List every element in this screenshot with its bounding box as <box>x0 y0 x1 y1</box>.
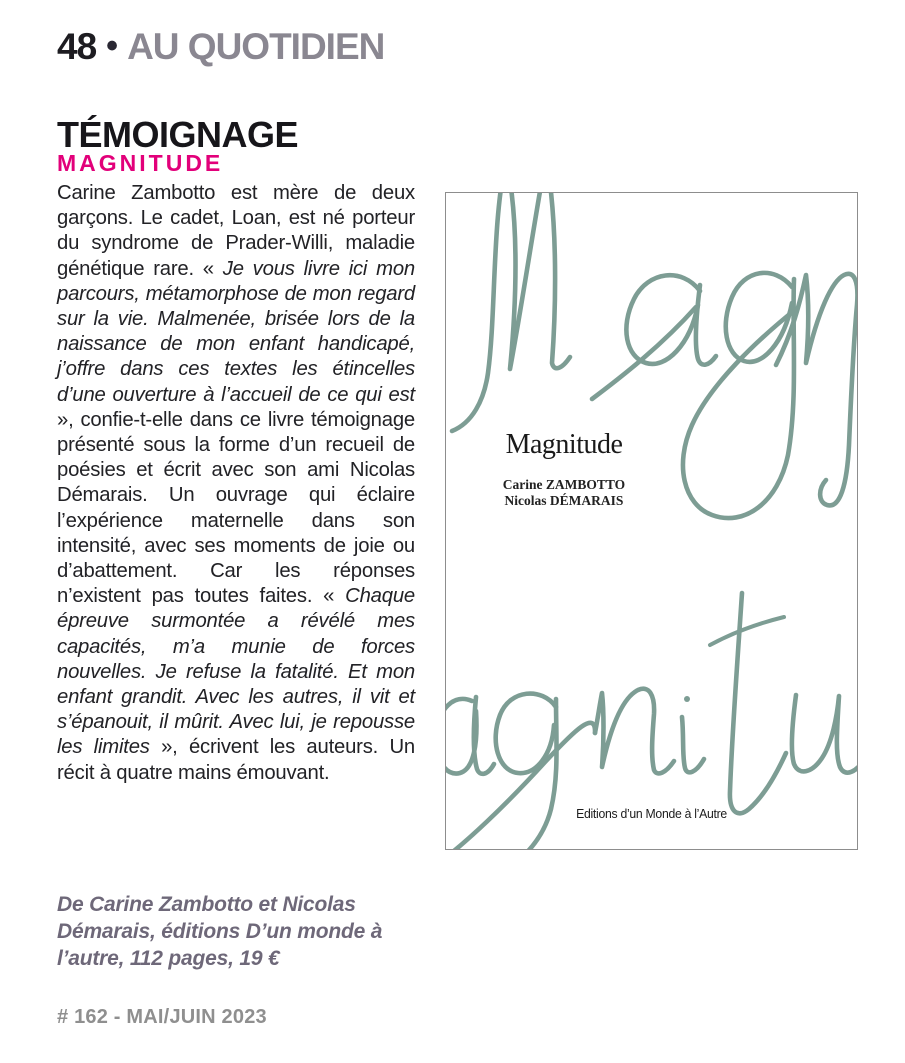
book-author-2: Nicolas DÉMARAIS <box>504 492 624 508</box>
section-name: AU QUOTIDIEN <box>127 26 385 67</box>
article-title: MAGNITUDE <box>57 150 224 176</box>
page-number: 48 <box>57 26 97 67</box>
cover-script-lettering-art <box>446 193 857 849</box>
book-publisher: Editions d’un Monde à l’Autre <box>576 806 727 821</box>
body-segment: », confie-t-elle dans ce livre témoignage présenté sous la forme d’un recueil de poésies et écrit avec son ami Nicolas Démarais. Un ouvrage qui éclaire l’expérience maternelle dans son intensité, avec ses moments de joie ou d’abattement. Car les réponses n’existent pas toutes faites. « <box>57 408 415 608</box>
article-credit: De Carine Zambotto et Nicolas Démarais, éditions D’un monde à l’autre, 112 pages, 19 € <box>57 893 383 970</box>
book-title-block <box>474 429 654 508</box>
header-bullet-icon: • <box>106 27 118 65</box>
page-header <box>57 26 384 68</box>
body-segment: », écrivent les auteurs. Un récit à quatre mains émouvant. <box>57 736 415 784</box>
book-author-1: Carine ZAMBOTTO <box>502 477 626 492</box>
page-footer: # 162 - MAI/JUIN 2023 <box>57 1006 267 1028</box>
book-cover <box>445 192 858 850</box>
body-quote-segment: Je vous livre ici mon parcours, métamorphose de mon regard sur la vie. Malmenée, brisée lors de la naissance de mon enfant handicapé, j’offre dans ces textes les étincelles d’une ouverture à l’accueil de ce qui est <box>57 257 415 406</box>
book-title: Magnitude <box>505 429 623 460</box>
body-segment: Carine Zambotto est mère de deux garçons. Le cadet, Loan, est né porteur du syndrome de Prader-Willi, maladie génétique rare. « <box>57 182 415 280</box>
book-authors <box>474 477 654 508</box>
article-kicker: TÉMOIGNAGE <box>57 114 299 155</box>
body-quote-segment: Chaque épreuve surmontée a révélé mes capacités, m’a munie de forces nouvelles. Je refuse la fatalité. Et mon enfant grandit. Avec les autres, il vit et s’épanouit, il mûrit. Avec lui, je repousse les limites <box>57 585 415 759</box>
article-body <box>57 181 415 786</box>
